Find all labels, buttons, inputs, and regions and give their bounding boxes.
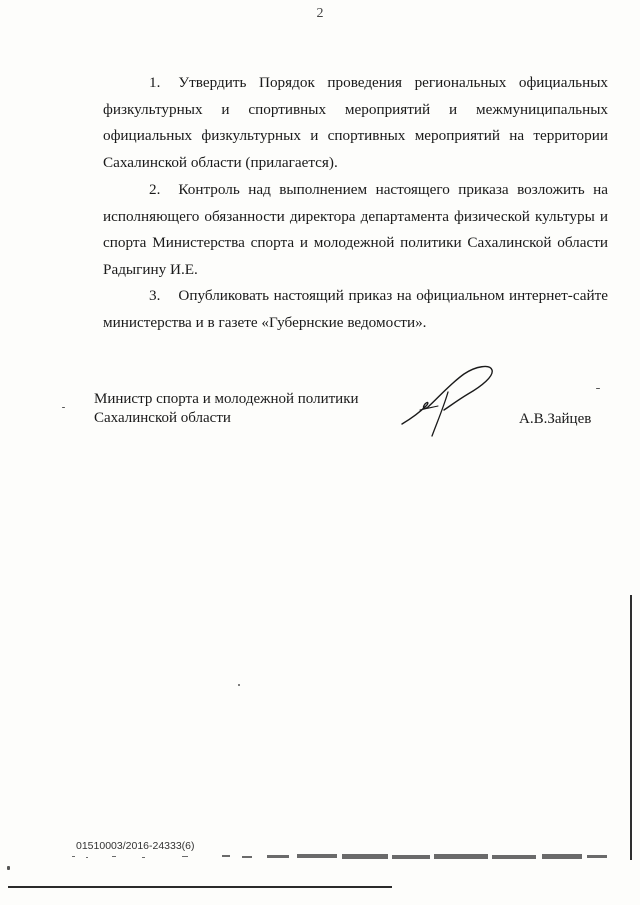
paragraph-3: [103, 283, 608, 336]
scan-speck: [7, 866, 10, 870]
paragraph-2: [103, 177, 608, 283]
paragraph-3-number: 3.: [149, 287, 161, 304]
paragraph-2-number: 2.: [149, 181, 161, 198]
page-number: 2: [316, 6, 324, 21]
scan-edge-line: [630, 595, 633, 860]
signatory-title-line-1: Министр спорта и молодежной политики: [94, 391, 359, 407]
paragraph-2-text: Контроль над выполнением настоящего приказа возложить на исполняющего обязанности директора департамента физической культуры и спорта Министерства спорта и молодежной политики Сахалинской области Радыгину И.Е.: [103, 181, 608, 278]
paragraph-3-text: Опубликовать настоящий приказ на официальном интернет-сайте министерства и в газете «Губернские ведомости».: [103, 287, 608, 331]
bottom-rule: [8, 886, 392, 888]
signatory-name: А.В.Зайцев: [519, 411, 592, 427]
document-code: 01510003/2016-24333(6): [76, 840, 195, 852]
handwritten-signature: [398, 362, 508, 440]
paragraph-1-number: 1.: [149, 74, 161, 91]
signatory-title-line-2: Сахалинской области: [94, 410, 231, 426]
scan-speck: [62, 407, 65, 408]
scan-noise: [72, 852, 620, 862]
paragraph-1: [103, 70, 608, 176]
scan-speck: [596, 388, 600, 389]
scan-speck: [238, 684, 240, 686]
signatory-title: [94, 390, 359, 428]
paragraph-1-text: Утвердить Порядок проведения региональных официальных физкультурных и спортивных мероприятий и межмуниципальных официальных физкультурных и спортивных мероприятий на территории Сахалинской области (прилагается).: [103, 74, 608, 171]
